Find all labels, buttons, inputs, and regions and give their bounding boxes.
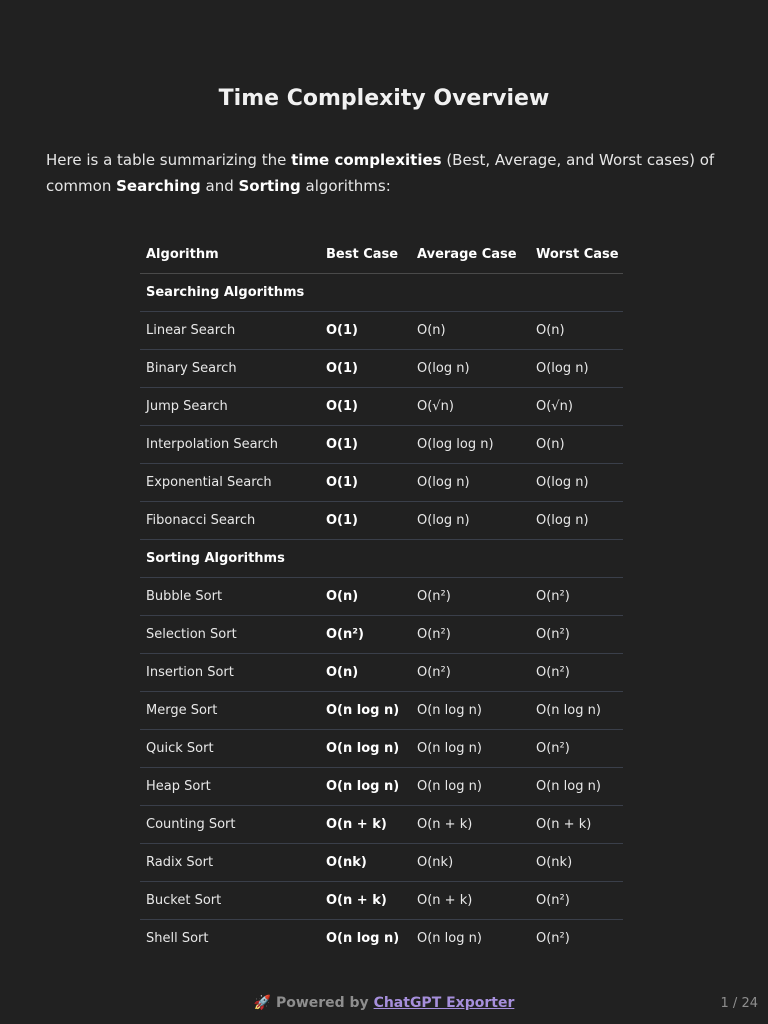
algorithm-cell: Exponential Search — [140, 464, 320, 502]
table-row — [140, 882, 623, 920]
table-row — [140, 388, 623, 426]
algorithm-cell: Interpolation Search — [140, 426, 320, 464]
algorithm-cell: Insertion Sort — [140, 654, 320, 692]
algorithm-cell: Binary Search — [140, 350, 320, 388]
intro-bold-3: Sorting — [238, 177, 301, 195]
algorithm-cell: Counting Sort — [140, 806, 320, 844]
table-body — [140, 274, 623, 958]
page-number: 1 / 24 — [720, 996, 758, 1011]
chatgpt-exporter-link[interactable]: ChatGPT Exporter — [373, 995, 515, 1011]
intro-text-1: Here is a table summarizing the — [46, 151, 292, 169]
average-case-cell: O(log n) — [411, 464, 530, 502]
algorithm-cell: Shell Sort — [146, 931, 209, 946]
table-row — [140, 692, 623, 730]
algorithm-cell: Jump Search — [140, 388, 320, 426]
best-case-cell: O(n + k) — [320, 806, 411, 844]
average-case-cell: O(n²) — [411, 616, 530, 654]
table-row — [140, 920, 623, 958]
rocket-icon: 🚀 — [253, 995, 272, 1011]
worst-case-cell: O(n log n) — [530, 768, 623, 806]
table-row — [140, 806, 623, 844]
complexity-table — [140, 236, 623, 957]
intro-bold-2: Searching — [116, 177, 201, 195]
best-case-cell: O(n + k) — [320, 882, 411, 920]
algorithm-cell: Bubble Sort — [140, 578, 320, 616]
worst-case-cell: O(log n) — [530, 502, 623, 540]
header-average-case: Average Case — [411, 236, 530, 274]
best-case-cell: O(n²) — [320, 616, 411, 654]
average-case-cell: O(log n) — [411, 350, 530, 388]
table-row — [140, 844, 623, 882]
best-case-cell: O(1) — [320, 312, 411, 350]
complexity-table-container — [140, 236, 623, 957]
table-row — [140, 578, 623, 616]
powered-by-text: Powered by — [275, 995, 369, 1011]
best-case-cell: O(n log n) — [320, 692, 411, 730]
header-algorithm: Algorithm — [140, 236, 320, 274]
intro-text-2: (Best, Average, and Worst cases) of common — [46, 151, 715, 195]
worst-case-cell: O(n²) — [530, 730, 623, 768]
average-case-cell: O(n log n) — [417, 931, 482, 946]
table-row — [140, 616, 623, 654]
average-case-cell: O(n log n) — [411, 692, 530, 730]
algorithm-cell: Linear Search — [140, 312, 320, 350]
average-case-cell: O(nk) — [411, 844, 530, 882]
algorithm-cell: Selection Sort — [140, 616, 320, 654]
table-row — [140, 350, 623, 388]
table-row — [140, 464, 623, 502]
average-case-cell: O(n²) — [411, 578, 530, 616]
algorithm-cell: Merge Sort — [140, 692, 320, 730]
worst-case-cell: O(n²) — [530, 578, 623, 616]
table-row — [140, 312, 623, 350]
algorithm-cell: Fibonacci Search — [140, 502, 320, 540]
average-case-cell: O(√n) — [411, 388, 530, 426]
best-case-cell: O(1) — [320, 464, 411, 502]
section-label: Sorting Algorithms — [140, 540, 623, 578]
average-case-cell: O(n) — [411, 312, 530, 350]
worst-case-cell: O(n²) — [530, 654, 623, 692]
header-worst-case: Worst Case — [530, 236, 623, 274]
best-case-cell: O(1) — [320, 502, 411, 540]
intro-bold-1: time complexities — [291, 151, 442, 169]
best-case-cell: O(1) — [320, 350, 411, 388]
best-case-cell: O(nk) — [320, 844, 411, 882]
footer — [0, 995, 768, 1011]
worst-case-cell: O(n²) — [530, 882, 623, 920]
worst-case-cell: O(n log n) — [530, 692, 623, 730]
section-label: Searching Algorithms — [140, 274, 623, 312]
best-case-cell: O(n log n) — [326, 931, 400, 946]
worst-case-cell: O(n) — [530, 426, 623, 464]
best-case-cell: O(n log n) — [320, 730, 411, 768]
worst-case-cell: O(nk) — [530, 844, 623, 882]
average-case-cell: O(log log n) — [411, 426, 530, 464]
worst-case-cell: O(n) — [530, 312, 623, 350]
best-case-cell: O(n) — [320, 654, 411, 692]
header-row — [140, 236, 623, 274]
average-case-cell: O(n + k) — [411, 806, 530, 844]
table-header — [140, 236, 623, 274]
best-case-cell: O(1) — [320, 426, 411, 464]
worst-case-cell: O(n²) — [530, 616, 623, 654]
table-row — [140, 730, 623, 768]
average-case-cell: O(n log n) — [411, 768, 530, 806]
worst-case-cell: O(log n) — [530, 350, 623, 388]
section-row — [140, 540, 623, 578]
table-row — [140, 502, 623, 540]
intro-text-3: and — [200, 177, 239, 195]
table-row — [140, 654, 623, 692]
table-row — [140, 426, 623, 464]
average-case-cell: O(log n) — [411, 502, 530, 540]
algorithm-cell: Bucket Sort — [140, 882, 320, 920]
average-case-cell: O(n log n) — [411, 730, 530, 768]
algorithm-cell: Radix Sort — [140, 844, 320, 882]
best-case-cell: O(1) — [320, 388, 411, 426]
worst-case-cell: O(√n) — [530, 388, 623, 426]
section-row — [140, 274, 623, 312]
average-case-cell: O(n + k) — [411, 882, 530, 920]
best-case-cell: O(n) — [320, 578, 411, 616]
header-best-case: Best Case — [320, 236, 411, 274]
worst-case-cell: O(n + k) — [530, 806, 623, 844]
algorithm-cell: Heap Sort — [140, 768, 320, 806]
algorithm-cell: Quick Sort — [140, 730, 320, 768]
best-case-cell: O(n log n) — [320, 768, 411, 806]
intro-text-4: algorithms: — [300, 177, 391, 195]
worst-case-cell: O(n²) — [536, 931, 570, 946]
average-case-cell: O(n²) — [411, 654, 530, 692]
table-row — [140, 768, 623, 806]
page-title: Time Complexity Overview — [218, 86, 550, 111]
worst-case-cell: O(log n) — [530, 464, 623, 502]
intro-paragraph — [46, 147, 736, 199]
